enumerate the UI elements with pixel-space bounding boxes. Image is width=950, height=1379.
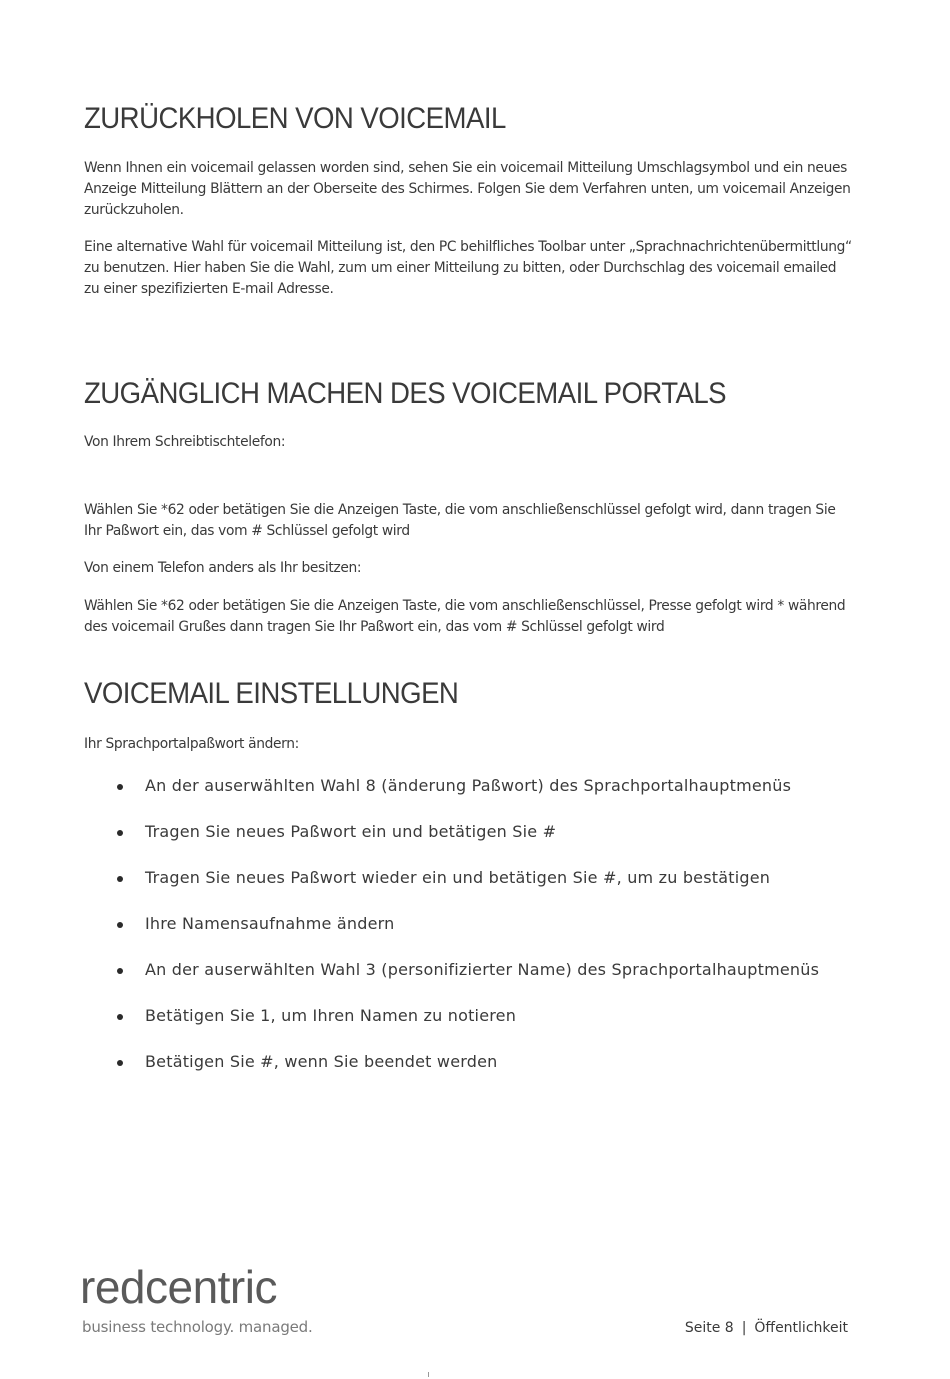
bullet-icon bbox=[117, 1060, 123, 1066]
bullet-icon bbox=[117, 968, 123, 974]
list-item bbox=[145, 960, 819, 979]
bullet-icon bbox=[117, 830, 123, 836]
portal-from-other-label: Von einem Telefon anders als Ihr besitzen: bbox=[84, 560, 362, 576]
section-heading-portal: ZUGÄNGLICH MACHEN DES VOICEMAIL PORTALS bbox=[84, 377, 727, 410]
list-item bbox=[145, 822, 556, 841]
page-footer bbox=[685, 1320, 848, 1336]
section-heading-settings: VOICEMAIL EINSTELLUNGEN bbox=[84, 677, 459, 710]
logo-tagline: business technology. managed. bbox=[82, 1318, 313, 1336]
list-item-text: Betätigen Sie #, wenn Sie beendet werden bbox=[145, 1052, 498, 1071]
settings-intro: Ihr Sprachportalpaßwort ändern: bbox=[84, 736, 299, 752]
portal-from-desk-text: Wählen Sie *62 oder betätigen Sie die Anzeigen Taste, die vom anschließenschlüssel gefolgt wird, dann tragen Sie Ihr Paßwort ein, das vom # Schlüssel gefolgt wird bbox=[84, 502, 836, 539]
bullet-icon bbox=[117, 922, 123, 928]
page-number: Seite 8 bbox=[684, 1320, 734, 1336]
page-mark bbox=[428, 1372, 429, 1377]
portal-from-desk-label: Von Ihrem Schreibtischtelefon: bbox=[84, 434, 286, 450]
list-item-text: An der auserwählten Wahl 3 (personifizierter Name) des Sprachportalhauptmenüs bbox=[145, 960, 820, 979]
bullet-icon bbox=[117, 784, 123, 790]
list-item-text: Tragen Sie neues Paßwort wieder ein und betätigen Sie #, um zu bestätigen bbox=[145, 868, 771, 887]
list-item bbox=[145, 1052, 498, 1071]
list-item bbox=[145, 776, 791, 795]
list-item bbox=[145, 1006, 516, 1025]
retrieve-paragraph-2: Eine alternative Wahl für voicemail Mitteilung ist, den PC behilfliches Toolbar unter „Sprachnachrichtenübermittlung“ zu benutzen. Hier haben Sie die Wahl, zum um einer Mitteilung zu bitten, oder Durchschlag des voicemail emailed zu einer spezifizierten E-mail Adresse. bbox=[84, 239, 852, 297]
bullet-icon bbox=[117, 1014, 123, 1020]
footer-separator: | bbox=[741, 1320, 747, 1336]
bullet-icon bbox=[117, 876, 123, 882]
retrieve-paragraph-1: Wenn Ihnen ein voicemail gelassen worden sind, sehen Sie ein voicemail Mitteilung Umschlagsymbol und ein neues Anzeige Mitteilung Blättern an der Oberseite des Schirmes. Folgen Sie dem Verfahren unten, um voicemail Anzeigen zurückzuholen. bbox=[84, 160, 851, 218]
list-item bbox=[145, 868, 770, 887]
list-item-text: Ihre Namensaufnahme ändern bbox=[145, 914, 395, 933]
list-item-text: Betätigen Sie 1, um Ihren Namen zu notieren bbox=[145, 1006, 517, 1025]
list-item-text: An der auserwählten Wahl 8 (änderung Paßwort) des Sprachportalhauptmenüs bbox=[145, 776, 792, 795]
classification-label: Öffentlichkeit bbox=[754, 1320, 848, 1336]
list-item bbox=[145, 914, 394, 933]
portal-from-other-text: Wählen Sie *62 oder betätigen Sie die Anzeigen Taste, die vom anschließenschlüssel, Presse gefolgt wird * während des voicemail Grußes dann tragen Sie Ihr Paßwort ein, das vom # Schlüssel gefolgt wird bbox=[84, 598, 846, 635]
section-heading-retrieve: ZURÜCKHOLEN VON VOICEMAIL bbox=[84, 102, 506, 135]
logo-wordmark: redcentric bbox=[80, 1261, 277, 1313]
list-item-text: Tragen Sie neues Paßwort ein und betätigen Sie # bbox=[145, 822, 557, 841]
company-logo bbox=[80, 1262, 340, 1342]
